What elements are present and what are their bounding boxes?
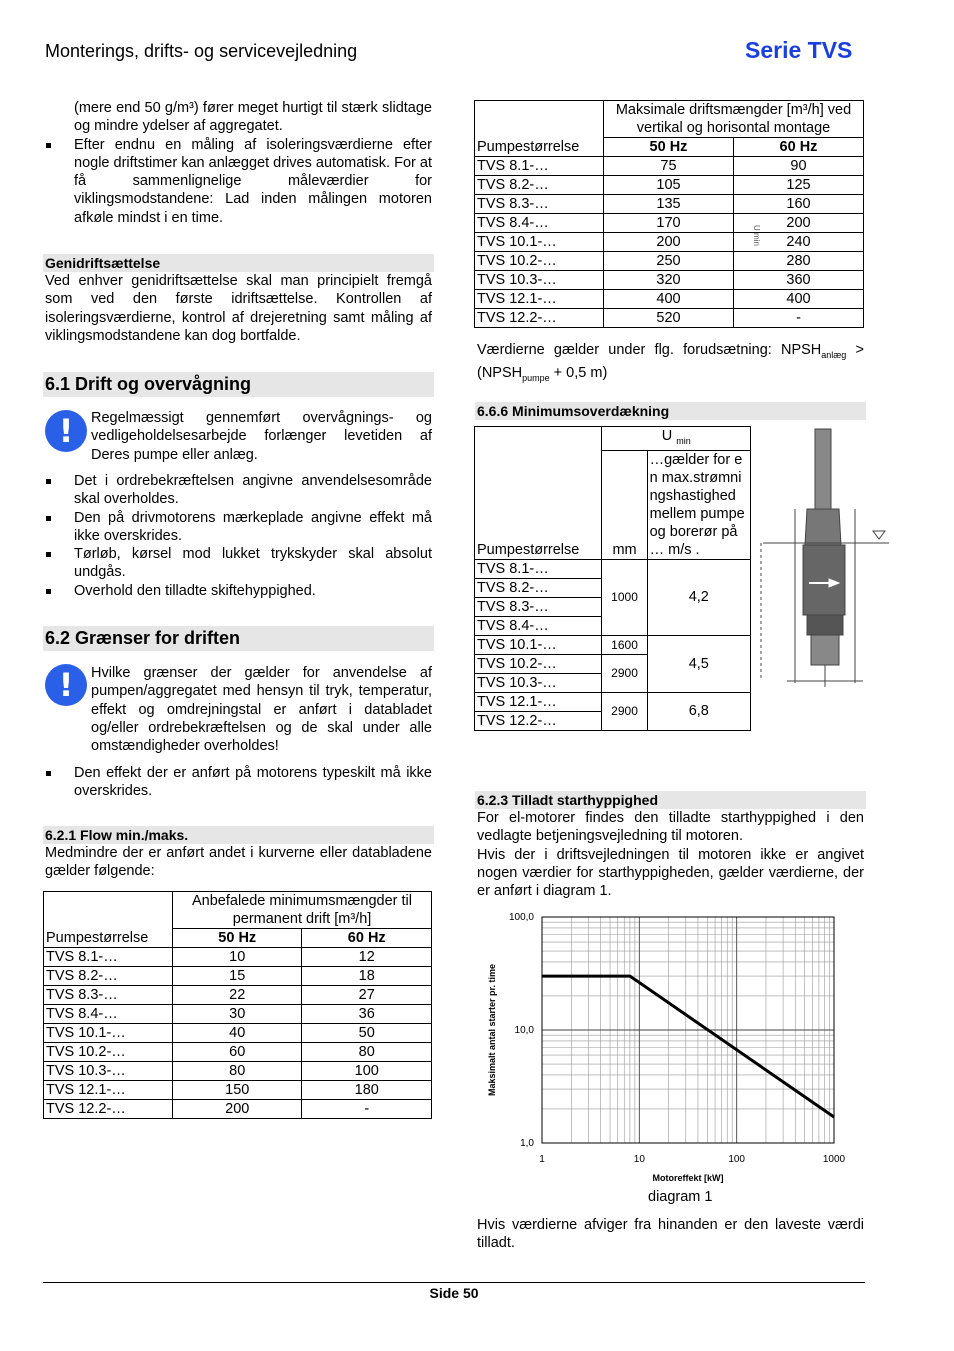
size-cell: TVS 12.2-… <box>475 309 604 328</box>
section-6-1-heading: 6.1 Drift og overvågning <box>43 372 434 397</box>
y-tick-label: 1,0 <box>520 1138 534 1149</box>
size-cell: TVS 8.2-… <box>475 578 602 597</box>
value-50hz: 250 <box>604 252 734 271</box>
y-tick-label: 10,0 <box>514 1025 534 1036</box>
value-60hz: 280 <box>733 252 863 271</box>
speed-header: …gælder for en max.strømningshastighed mellem pumpe og borerør på … m/s . <box>647 450 750 559</box>
left-column <box>44 99 432 227</box>
table-row <box>44 1100 432 1119</box>
value-50hz: 200 <box>173 1100 302 1119</box>
value-60hz: 125 <box>733 176 863 195</box>
section-6-2-1 <box>43 826 434 881</box>
genid-heading: Genidriftsættelse <box>43 254 434 272</box>
table-row <box>475 559 751 578</box>
row-header: Pumpestørrelse <box>475 427 602 560</box>
size-cell: TVS 8.4-… <box>475 214 604 233</box>
section-6-2-3 <box>475 791 866 900</box>
section-6-1-warning-text: Regelmæssigt gennemført overvågnings- og vedligeholdelsesarbejde forlænger levetiden af Deres pumpe eller anlæg. <box>91 410 432 463</box>
section-6-1 <box>43 372 434 397</box>
mm-cell: 1600 <box>602 635 647 654</box>
value-50hz: 105 <box>604 176 734 195</box>
x-tick-label: 100 <box>728 1154 746 1165</box>
umin-drawing-label: U min <box>752 225 761 246</box>
pump-body <box>803 545 845 615</box>
value-60hz: 80 <box>302 1043 432 1062</box>
closing-text: Hvis værdierne afviger fra hinanden er den laveste værdi tilladt. <box>477 1217 864 1252</box>
footer-rule <box>43 1282 865 1283</box>
section-6-2-bullets <box>44 764 432 801</box>
size-cell: TVS 10.3-… <box>44 1062 173 1081</box>
mm-header: mm <box>602 450 647 559</box>
section-6-2-1-heading: 6.2.1 Flow min./maks. <box>43 826 434 844</box>
hz50-header: 50 Hz <box>604 138 734 157</box>
value-60hz: 180 <box>302 1081 432 1100</box>
value-50hz: 400 <box>604 290 734 309</box>
row-header: Pumpestørrelse <box>475 101 604 157</box>
table-row <box>44 948 432 967</box>
y-tick-label: 100,0 <box>508 912 534 923</box>
size-cell: TVS 8.4-… <box>44 1005 173 1024</box>
size-cell: TVS 10.2-… <box>475 654 602 673</box>
genid-section <box>43 254 434 345</box>
list-item: Den effekt der er anført på motorens typeskilt må ikke overskrides. <box>44 764 432 801</box>
motor <box>811 635 839 665</box>
size-cell: TVS 8.2-… <box>44 967 173 986</box>
value-60hz: 90 <box>733 157 863 176</box>
value-50hz: 75 <box>604 157 734 176</box>
size-cell: TVS 8.3-… <box>44 986 173 1005</box>
size-cell: TVS 8.3-… <box>475 195 604 214</box>
value-60hz: 360 <box>733 271 863 290</box>
riser-pipe <box>815 429 831 509</box>
table-row <box>475 233 864 252</box>
value-50hz: 80 <box>173 1062 302 1081</box>
value-50hz: 40 <box>173 1024 302 1043</box>
pump-suction <box>807 615 843 635</box>
intro-bullet: Efter endnu en måling af isoleringsværdierne efter nogle driftstimer kan anlægget drives automatisk. For at få sammenlignelige måleværdier for viklingsmodstandene: Lad inden målingen motoren afkøle mindst i en time. <box>44 136 432 227</box>
value-50hz: 200 <box>604 233 734 252</box>
pump-top <box>805 509 841 545</box>
list-item: Det i ordrebekræftelsen angivne anvendelsesområde skal overholdes. <box>44 472 432 509</box>
size-cell: TVS 8.2-… <box>475 176 604 195</box>
table-row <box>475 214 864 233</box>
max-flow-table <box>474 100 864 328</box>
value-60hz: 400 <box>733 290 863 309</box>
list-item: Den på drivmotorens mærkeplade angivne effekt må ikke overskrides. <box>44 509 432 546</box>
umin-header: U $_{min}$ <box>602 427 751 451</box>
value-50hz: 22 <box>173 986 302 1005</box>
intro-paragraph: (mere end 50 g/m³) fører meget hurtigt til stærk slidtage og mindre ydelser af aggregatet. <box>74 100 432 135</box>
mm-cell: 1000 <box>602 559 647 635</box>
size-cell: TVS 8.1-… <box>44 948 173 967</box>
value-50hz: 320 <box>604 271 734 290</box>
size-cell: TVS 10.3-… <box>475 673 602 692</box>
x-tick-label: 1000 <box>822 1154 846 1165</box>
value-60hz: 18 <box>302 967 432 986</box>
size-cell: TVS 10.1-… <box>475 233 604 252</box>
y-axis-label: Maksimalt antal starter pr. time <box>487 963 497 1097</box>
warning-icon: ! <box>45 664 87 706</box>
value-60hz: 50 <box>302 1024 432 1043</box>
speed-cell: 4,2 <box>647 559 750 635</box>
column-header: Anbefalede minimumsmængder til permanent drift [m³/h] <box>173 892 432 929</box>
min-flow-table <box>43 891 432 1119</box>
section-6-6-6-heading: 6.6.6 Minimumsoverdækning <box>475 402 866 420</box>
section-6-6-6 <box>475 402 866 420</box>
size-cell: TVS 8.1-… <box>475 157 604 176</box>
table-row <box>44 1005 432 1024</box>
table-row <box>44 1062 432 1081</box>
series-title: Serie TVS <box>745 37 853 63</box>
size-cell: TVS 10.1-… <box>44 1024 173 1043</box>
umin-table <box>474 426 751 731</box>
value-50hz: 10 <box>173 948 302 967</box>
table-row <box>475 635 751 654</box>
size-cell: TVS 12.2-… <box>44 1100 173 1119</box>
size-cell: TVS 12.2-… <box>475 711 602 730</box>
hz60-header: 60 Hz <box>733 138 863 157</box>
size-cell: TVS 10.3-… <box>475 271 604 290</box>
section-6-2-3-heading: 6.2.3 Tilladt starthyppighed <box>475 791 866 809</box>
row-header: Pumpestørrelse <box>44 892 173 948</box>
table-row <box>475 252 864 271</box>
section-6-2-1-text: Medmindre der er anført andet i kurverne eller databladene gælder følgende: <box>45 845 432 880</box>
starts-chart <box>480 905 860 1190</box>
x-tick-label: 1 <box>539 1154 545 1165</box>
size-cell: TVS 12.1-… <box>44 1081 173 1100</box>
table-row <box>44 967 432 986</box>
warning-icon: ! <box>45 410 87 452</box>
value-60hz: 36 <box>302 1005 432 1024</box>
value-60hz: - <box>733 309 863 328</box>
value-60hz: 12 <box>302 948 432 967</box>
value-50hz: 30 <box>173 1005 302 1024</box>
section-6-1-bullets <box>44 472 432 600</box>
size-cell: TVS 10.2-… <box>44 1043 173 1062</box>
table-row <box>475 290 864 309</box>
value-50hz: 170 <box>604 214 734 233</box>
value-60hz: 160 <box>733 195 863 214</box>
table-row <box>44 1043 432 1062</box>
table-row <box>475 271 864 290</box>
value-50hz: 150 <box>173 1081 302 1100</box>
table-row <box>475 309 864 328</box>
x-axis-label: Motoreffekt [kW] <box>652 1173 724 1183</box>
value-50hz: 15 <box>173 967 302 986</box>
table-row <box>44 986 432 1005</box>
npsh-note: Værdierne gælder under flg. forudsætning: $NPSH_{anlæg}$ > ($NPSH_{pumpe} + 0,5$ m) <box>477 342 864 384</box>
hz50-header: 50 Hz <box>173 929 302 948</box>
value-50hz: 520 <box>604 309 734 328</box>
section-6-2 <box>43 626 434 651</box>
x-tick-label: 10 <box>633 1154 645 1165</box>
mm-cell: 2900 <box>602 692 647 730</box>
column-header: Maksimale driftsmængder [m³/h] ved vertikal og horisontal montage <box>604 101 864 138</box>
table-row <box>475 176 864 195</box>
genid-text: Ved enhver genidriftsættelse skal man principielt fremgå som ved den første idriftsættelse. Kontrollen af isoleringsværdierne, kontrol af drejeretning samt måling af viklingsmodstandene kan dog bortfalde. <box>45 273 432 344</box>
size-cell: TVS 10.1-… <box>475 635 602 654</box>
value-50hz: 135 <box>604 195 734 214</box>
section-6-2-3-text-2: Hvis der i driftsvejledningen til motoren ikke er angivet nogen værdier for starthyppigheden, gælder værdierne, der er anført i diagram 1. <box>477 846 864 900</box>
value-60hz: 240 <box>733 233 863 252</box>
diagram-caption: diagram 1 <box>648 1189 713 1205</box>
table-row <box>475 195 864 214</box>
size-cell: TVS 8.3-… <box>475 597 602 616</box>
list-item: Tørløb, kørsel mod lukket trykskyder skal absolut undgås. <box>44 545 432 582</box>
speed-cell: 4,5 <box>647 635 750 692</box>
page-number: Side 50 <box>429 1285 479 1301</box>
size-cell: TVS 12.1-… <box>475 290 604 309</box>
series-line <box>542 976 834 1117</box>
section-6-2-3-text-1: For el-motorer findes den tilladte starthyppighed i den vedlagte betjeningsvejledning til motoren. <box>477 810 864 845</box>
size-cell: TVS 8.4-… <box>475 616 602 635</box>
value-60hz: 27 <box>302 986 432 1005</box>
value-60hz: - <box>302 1100 432 1119</box>
value-50hz: 60 <box>173 1043 302 1062</box>
section-6-2-warning-text: Hvilke grænser der gælder for anvendelse af pumpen/aggregatet med hensyn til tryk, temperatur, effekt og omdrejningstal er anført i databladet og/eller ordrebekræftelsen og de skal under alle omstændigheder overholdes! <box>91 665 432 755</box>
size-cell: TVS 8.1-… <box>475 559 602 578</box>
value-60hz: 100 <box>302 1062 432 1081</box>
document-title: Monterings, drifts- og servicevejledning <box>45 41 358 61</box>
size-cell: TVS 12.1-… <box>475 692 602 711</box>
table-row <box>44 1081 432 1100</box>
table-row <box>475 692 751 711</box>
speed-cell: 6,8 <box>647 692 750 730</box>
mm-cell: 2900 <box>602 654 647 692</box>
section-6-2-heading: 6.2 Grænser for driften <box>43 626 434 651</box>
hz60-header: 60 Hz <box>302 929 432 948</box>
table-row <box>44 1024 432 1043</box>
list-item: Overhold den tilladte skiftehyppighed. <box>44 582 432 600</box>
size-cell: TVS 10.2-… <box>475 252 604 271</box>
table-row <box>475 157 864 176</box>
value-60hz: 200 <box>733 214 863 233</box>
